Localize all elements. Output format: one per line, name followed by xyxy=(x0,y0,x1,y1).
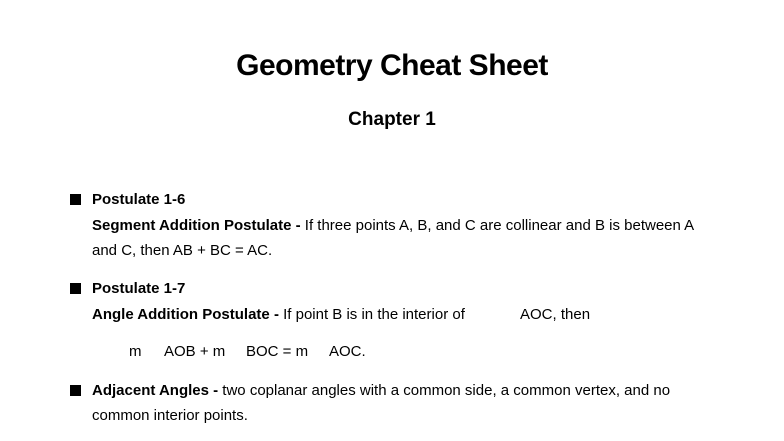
equation-m: m xyxy=(129,343,142,360)
adjacent-angles-term: Adjacent Angles - xyxy=(92,382,219,399)
chapter-heading: Chapter 1 xyxy=(348,109,436,130)
angle-addition-line-1 xyxy=(92,305,465,325)
adjacent-angles-line-1 xyxy=(92,381,670,401)
angle-addition-tail: AOC, then xyxy=(520,306,591,323)
segment-addition-term: Segment Addition Postulate - xyxy=(92,217,301,234)
angle-addition-text: If point B is in the interior of xyxy=(278,306,465,323)
segment-addition-line-1 xyxy=(92,216,694,236)
segment-addition-text: If three points A, B, and C are collinear and B is between A xyxy=(300,217,695,234)
page-title: Geometry Cheat Sheet xyxy=(236,49,548,82)
bullet-square-icon xyxy=(70,283,81,294)
adjacent-angles-line-2: common interior points. xyxy=(92,407,248,424)
equation-aob: AOB + m xyxy=(164,343,226,360)
bullet-square-icon xyxy=(70,194,81,205)
postulate-1-6-heading: Postulate 1-6 xyxy=(92,191,186,208)
equation-boc: BOC = m xyxy=(246,343,309,360)
bullet-square-icon xyxy=(70,385,81,396)
angle-addition-term: Angle Addition Postulate - xyxy=(92,306,279,323)
equation-aoc: AOC. xyxy=(329,343,366,360)
segment-addition-line-2: and C, then AB + BC = AC. xyxy=(92,242,273,259)
postulate-1-7-heading: Postulate 1-7 xyxy=(92,280,186,297)
adjacent-angles-text: two coplanar angles with a common side, a common vertex, and no xyxy=(218,382,671,399)
